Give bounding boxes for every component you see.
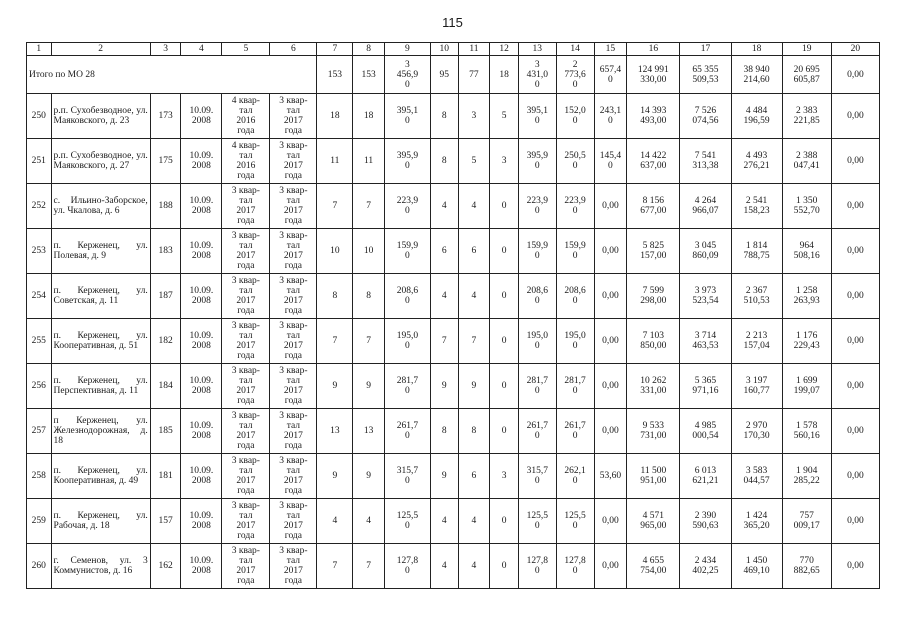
table-cell: 9 bbox=[317, 364, 353, 409]
table-cell: 281,7 0 bbox=[518, 364, 556, 409]
table-cell: 395,1 0 bbox=[518, 94, 556, 139]
table-cell: 11 bbox=[317, 139, 353, 184]
table-cell: 7 bbox=[317, 184, 353, 229]
table-cell: 4 квар- тал 2016 года bbox=[222, 94, 270, 139]
table-cell: 145,4 0 bbox=[594, 139, 627, 184]
row-number-cell: 259 bbox=[27, 499, 52, 544]
address-cell: с. Ильино-Заборское, ул. Чкалова, д. 6 bbox=[51, 184, 150, 229]
table-cell: 4 bbox=[458, 274, 490, 319]
total-cell: 3 456,9 0 bbox=[384, 56, 430, 94]
table-row bbox=[27, 409, 880, 454]
table-cell: 3 квар- тал 2017 года bbox=[270, 544, 317, 589]
row-number-cell: 254 bbox=[27, 274, 52, 319]
table-cell: 5 365 971,16 bbox=[680, 364, 731, 409]
column-number-cell: 14 bbox=[556, 43, 594, 56]
table-cell: 1 350 552,70 bbox=[782, 184, 831, 229]
table-cell: 10.09. 2008 bbox=[181, 229, 222, 274]
total-cell: 153 bbox=[353, 56, 385, 94]
table-cell: 250,5 0 bbox=[556, 139, 594, 184]
table-cell: 223,9 0 bbox=[518, 184, 556, 229]
column-number-cell: 5 bbox=[222, 43, 270, 56]
table-cell: 5 825 157,00 bbox=[627, 229, 680, 274]
total-row bbox=[27, 56, 880, 94]
table-cell: 4 571 965,00 bbox=[627, 499, 680, 544]
table-cell: 4 bbox=[458, 544, 490, 589]
table-cell: 3 583 044,57 bbox=[731, 454, 782, 499]
table-cell: 208,6 0 bbox=[518, 274, 556, 319]
total-cell: 153 bbox=[317, 56, 353, 94]
table-cell: 9 bbox=[430, 364, 458, 409]
table-cell: 395,9 0 bbox=[384, 139, 430, 184]
table-cell: 4 985 000,54 bbox=[680, 409, 731, 454]
table-cell: 1 176 229,43 bbox=[782, 319, 831, 364]
address-cell: г. Семенов, ул. 3 Коммунистов, д. 16 bbox=[51, 544, 150, 589]
table-cell: 159,9 0 bbox=[518, 229, 556, 274]
table-cell: 8 156 677,00 bbox=[627, 184, 680, 229]
column-number-cell: 3 bbox=[150, 43, 181, 56]
table-cell: 10.09. 2008 bbox=[181, 454, 222, 499]
address-cell: п Керженец, ул. Железнодорожная, д. 18 bbox=[51, 409, 150, 454]
table-cell: 2 541 158,23 bbox=[731, 184, 782, 229]
table-row bbox=[27, 454, 880, 499]
table-cell: 9 533 731,00 bbox=[627, 409, 680, 454]
table-cell: 11 bbox=[353, 139, 385, 184]
table-cell: 1 699 199,07 bbox=[782, 364, 831, 409]
table-cell: 127,8 0 bbox=[518, 544, 556, 589]
table-cell: 4 264 966,07 bbox=[680, 184, 731, 229]
table-cell: 8 bbox=[458, 409, 490, 454]
table-cell: 125,5 0 bbox=[384, 499, 430, 544]
table-cell: 262,1 0 bbox=[556, 454, 594, 499]
table-cell: 2 367 510,53 bbox=[731, 274, 782, 319]
table-cell: 7 526 074,56 bbox=[680, 94, 731, 139]
table-cell: 3 квар- тал 2017 года bbox=[222, 499, 270, 544]
table-cell: 9 bbox=[430, 454, 458, 499]
table-cell: 3 bbox=[458, 94, 490, 139]
table-cell: 3 квар- тал 2017 года bbox=[222, 229, 270, 274]
table-cell: 125,5 0 bbox=[556, 499, 594, 544]
table-cell: 9 bbox=[353, 364, 385, 409]
table-cell: 0,00 bbox=[594, 499, 627, 544]
table-cell: 183 bbox=[150, 229, 181, 274]
table-cell: 0,00 bbox=[594, 319, 627, 364]
table-cell: 395,9 0 bbox=[518, 139, 556, 184]
column-number-cell: 13 bbox=[518, 43, 556, 56]
table-cell: 3 квар- тал 2017 года bbox=[270, 454, 317, 499]
table-cell: 10.09. 2008 bbox=[181, 364, 222, 409]
table-cell: 2 213 157,04 bbox=[731, 319, 782, 364]
table-cell: 185 bbox=[150, 409, 181, 454]
table-cell: 3 квар- тал 2017 года bbox=[222, 319, 270, 364]
table-cell: 173 bbox=[150, 94, 181, 139]
table-cell: 4 bbox=[458, 499, 490, 544]
table-cell: 223,9 0 bbox=[556, 184, 594, 229]
table-cell: 0,00 bbox=[831, 229, 879, 274]
address-cell: п. Керженец, ул. Перспективная, д. 11 bbox=[51, 364, 150, 409]
table-cell: 4 bbox=[430, 499, 458, 544]
table-cell: 0 bbox=[490, 544, 519, 589]
table-cell: 5 bbox=[490, 94, 519, 139]
table-cell: 8 bbox=[317, 274, 353, 319]
table-cell: 0 bbox=[490, 184, 519, 229]
row-number-cell: 253 bbox=[27, 229, 52, 274]
table-cell: 10.09. 2008 bbox=[181, 139, 222, 184]
table-row bbox=[27, 544, 880, 589]
table-cell: 53,60 bbox=[594, 454, 627, 499]
table-cell: 6 bbox=[458, 454, 490, 499]
column-number-cell: 4 bbox=[181, 43, 222, 56]
address-cell: п. Керженец, ул. Полевая, д. 9 bbox=[51, 229, 150, 274]
table-cell: 3 квар- тал 2017 года bbox=[270, 499, 317, 544]
total-label: Итого по МО 28 bbox=[27, 56, 317, 94]
table-cell: 1 424 365,20 bbox=[731, 499, 782, 544]
column-number-cell: 16 bbox=[627, 43, 680, 56]
table-cell: 181 bbox=[150, 454, 181, 499]
data-table bbox=[26, 42, 880, 589]
table-cell: 3 квар- тал 2017 года bbox=[270, 139, 317, 184]
row-number-cell: 250 bbox=[27, 94, 52, 139]
table-cell: 3 квар- тал 2017 года bbox=[222, 544, 270, 589]
table-cell: 223,9 0 bbox=[384, 184, 430, 229]
table-cell: 125,5 0 bbox=[518, 499, 556, 544]
table-cell: 7 599 298,00 bbox=[627, 274, 680, 319]
table-cell: 261,7 0 bbox=[518, 409, 556, 454]
total-cell: 18 bbox=[490, 56, 519, 94]
table-cell: 195,0 0 bbox=[518, 319, 556, 364]
table-row bbox=[27, 319, 880, 364]
address-cell: п. Керженец, ул. Кооперативная, д. 49 bbox=[51, 454, 150, 499]
total-cell: 657,4 0 bbox=[594, 56, 627, 94]
table-cell: 4 bbox=[353, 499, 385, 544]
column-number-cell: 17 bbox=[680, 43, 731, 56]
table-row bbox=[27, 139, 880, 184]
table-cell: 4 bbox=[317, 499, 353, 544]
table-cell: 13 bbox=[353, 409, 385, 454]
table-cell: 9 bbox=[353, 454, 385, 499]
table-cell: 2 970 170,30 bbox=[731, 409, 782, 454]
table-cell: 159,9 0 bbox=[384, 229, 430, 274]
table-cell: 770 882,65 bbox=[782, 544, 831, 589]
table-cell: 6 bbox=[458, 229, 490, 274]
total-cell: 95 bbox=[430, 56, 458, 94]
total-cell: 2 773,6 0 bbox=[556, 56, 594, 94]
table-cell: 0,00 bbox=[594, 184, 627, 229]
column-number-cell: 18 bbox=[731, 43, 782, 56]
address-cell: р.п. Сухобезводное, ул. Маяковского, д. 23 bbox=[51, 94, 150, 139]
table-cell: 13 bbox=[317, 409, 353, 454]
table-cell: 3 973 523,54 bbox=[680, 274, 731, 319]
page-number: 115 bbox=[442, 15, 463, 30]
table-cell: 10.09. 2008 bbox=[181, 499, 222, 544]
table-cell: 0,00 bbox=[831, 364, 879, 409]
table-cell: 11 500 951,00 bbox=[627, 454, 680, 499]
table-cell: 3 bbox=[490, 454, 519, 499]
table-cell: 3 квар- тал 2017 года bbox=[270, 229, 317, 274]
table-cell: 3 квар- тал 2017 года bbox=[270, 184, 317, 229]
row-number-cell: 260 bbox=[27, 544, 52, 589]
table-cell: 10.09. 2008 bbox=[181, 274, 222, 319]
table-cell: 1 450 469,10 bbox=[731, 544, 782, 589]
table-cell: 7 bbox=[353, 544, 385, 589]
table-cell: 7 bbox=[353, 184, 385, 229]
table-cell: 187 bbox=[150, 274, 181, 319]
table-cell: 315,7 0 bbox=[384, 454, 430, 499]
table-cell: 9 bbox=[317, 454, 353, 499]
total-cell: 0,00 bbox=[831, 56, 879, 94]
column-number-cell: 15 bbox=[594, 43, 627, 56]
table-cell: 7 bbox=[353, 319, 385, 364]
table-cell: 208,6 0 bbox=[556, 274, 594, 319]
table-cell: 3 квар- тал 2017 года bbox=[222, 364, 270, 409]
table-cell: 0,00 bbox=[831, 319, 879, 364]
table-cell: 3 квар- тал 2017 года bbox=[270, 274, 317, 319]
table-cell: 0,00 bbox=[831, 544, 879, 589]
table-cell: 4 655 754,00 bbox=[627, 544, 680, 589]
table-cell: 0 bbox=[490, 499, 519, 544]
table-cell: 1 904 285,22 bbox=[782, 454, 831, 499]
table-cell: 159,9 0 bbox=[556, 229, 594, 274]
total-cell: 38 940 214,60 bbox=[731, 56, 782, 94]
table-cell: 243,1 0 bbox=[594, 94, 627, 139]
table-cell: 157 bbox=[150, 499, 181, 544]
table-cell: 281,7 0 bbox=[556, 364, 594, 409]
column-number-cell: 1 bbox=[27, 43, 52, 56]
table-cell: 10 bbox=[317, 229, 353, 274]
table-cell: 18 bbox=[353, 94, 385, 139]
table-cell: 4 квар- тал 2016 года bbox=[222, 139, 270, 184]
column-number-cell: 10 bbox=[430, 43, 458, 56]
table-cell: 10.09. 2008 bbox=[181, 94, 222, 139]
table-cell: 1 578 560,16 bbox=[782, 409, 831, 454]
row-number-cell: 256 bbox=[27, 364, 52, 409]
table-cell: 184 bbox=[150, 364, 181, 409]
address-cell: р.п. Сухобезводное, ул. Маяковского, д. 27 bbox=[51, 139, 150, 184]
table-row bbox=[27, 184, 880, 229]
table-cell: 2 383 221,85 bbox=[782, 94, 831, 139]
table-cell: 14 422 637,00 bbox=[627, 139, 680, 184]
column-number-cell: 2 bbox=[51, 43, 150, 56]
row-number-cell: 251 bbox=[27, 139, 52, 184]
total-cell: 20 695 605,87 bbox=[782, 56, 831, 94]
table-cell: 162 bbox=[150, 544, 181, 589]
table-cell: 182 bbox=[150, 319, 181, 364]
table-cell: 0,00 bbox=[831, 499, 879, 544]
total-cell: 77 bbox=[458, 56, 490, 94]
table-cell: 395,1 0 bbox=[384, 94, 430, 139]
column-number-cell: 11 bbox=[458, 43, 490, 56]
table-row bbox=[27, 274, 880, 319]
table-cell: 10.09. 2008 bbox=[181, 409, 222, 454]
column-number-cell: 9 bbox=[384, 43, 430, 56]
table-body bbox=[27, 43, 880, 589]
address-cell: п. Керженец, ул. Кооперативная, д. 51 bbox=[51, 319, 150, 364]
column-number-cell: 7 bbox=[317, 43, 353, 56]
table-cell: 18 bbox=[317, 94, 353, 139]
table-cell: 7 bbox=[458, 319, 490, 364]
row-number-cell: 255 bbox=[27, 319, 52, 364]
table-cell: 7 bbox=[317, 319, 353, 364]
table-cell: 8 bbox=[430, 409, 458, 454]
column-number-cell: 12 bbox=[490, 43, 519, 56]
table-cell: 7 bbox=[430, 319, 458, 364]
total-cell: 3 431,0 0 bbox=[518, 56, 556, 94]
table-cell: 4 bbox=[430, 544, 458, 589]
row-number-cell: 252 bbox=[27, 184, 52, 229]
table-cell: 964 508,16 bbox=[782, 229, 831, 274]
column-number-row bbox=[27, 43, 880, 56]
table-cell: 3 квар- тал 2017 года bbox=[222, 184, 270, 229]
table-cell: 7 bbox=[317, 544, 353, 589]
table-cell: 3 квар- тал 2017 года bbox=[222, 454, 270, 499]
table-cell: 0 bbox=[490, 364, 519, 409]
table-cell: 127,8 0 bbox=[556, 544, 594, 589]
table-cell: 3 квар- тал 2017 года bbox=[222, 274, 270, 319]
table-cell: 3 квар- тал 2017 года bbox=[270, 364, 317, 409]
table-cell: 152,0 0 bbox=[556, 94, 594, 139]
table-cell: 188 bbox=[150, 184, 181, 229]
table-cell: 4 bbox=[430, 274, 458, 319]
table-cell: 6 013 621,21 bbox=[680, 454, 731, 499]
table-cell: 10 262 331,00 bbox=[627, 364, 680, 409]
table-cell: 0 bbox=[490, 319, 519, 364]
table-cell: 1 258 263,93 bbox=[782, 274, 831, 319]
table-cell: 3 bbox=[490, 139, 519, 184]
table-cell: 4 bbox=[430, 184, 458, 229]
table-cell: 0 bbox=[490, 229, 519, 274]
table-cell: 261,7 0 bbox=[556, 409, 594, 454]
table-cell: 3 квар- тал 2017 года bbox=[270, 319, 317, 364]
table-cell: 7 103 850,00 bbox=[627, 319, 680, 364]
table-cell: 0 bbox=[490, 409, 519, 454]
table-cell: 6 bbox=[430, 229, 458, 274]
table-cell: 3 714 463,53 bbox=[680, 319, 731, 364]
table-cell: 10 bbox=[353, 229, 385, 274]
table-cell: 9 bbox=[458, 364, 490, 409]
table-row bbox=[27, 499, 880, 544]
table-cell: 0,00 bbox=[831, 94, 879, 139]
table-cell: 2 434 402,25 bbox=[680, 544, 731, 589]
total-cell: 65 355 509,53 bbox=[680, 56, 731, 94]
table-cell: 0,00 bbox=[594, 229, 627, 274]
column-number-cell: 6 bbox=[270, 43, 317, 56]
table-cell: 10.09. 2008 bbox=[181, 319, 222, 364]
table-cell: 3 045 860,09 bbox=[680, 229, 731, 274]
table-cell: 4 493 276,21 bbox=[731, 139, 782, 184]
column-number-cell: 8 bbox=[353, 43, 385, 56]
table-cell: 3 197 160,77 bbox=[731, 364, 782, 409]
table-cell: 3 квар- тал 2017 года bbox=[222, 409, 270, 454]
table-cell: 175 bbox=[150, 139, 181, 184]
total-cell: 124 991 330,00 bbox=[627, 56, 680, 94]
table-cell: 3 квар- тал 2017 года bbox=[270, 409, 317, 454]
table-row bbox=[27, 94, 880, 139]
table-cell: 2 390 590,63 bbox=[680, 499, 731, 544]
table-cell: 14 393 493,00 bbox=[627, 94, 680, 139]
table-cell: 127,8 0 bbox=[384, 544, 430, 589]
table-cell: 3 квар- тал 2017 года bbox=[270, 94, 317, 139]
table-cell: 7 541 313,38 bbox=[680, 139, 731, 184]
row-number-cell: 257 bbox=[27, 409, 52, 454]
table-cell: 10.09. 2008 bbox=[181, 184, 222, 229]
table-cell: 0,00 bbox=[831, 139, 879, 184]
table-cell: 4 bbox=[458, 184, 490, 229]
table-cell: 5 bbox=[458, 139, 490, 184]
column-number-cell: 20 bbox=[831, 43, 879, 56]
table-cell: 0,00 bbox=[831, 274, 879, 319]
table-row bbox=[27, 364, 880, 409]
address-cell: п. Керженец, ул. Советская, д. 11 bbox=[51, 274, 150, 319]
row-number-cell: 258 bbox=[27, 454, 52, 499]
table-cell: 315,7 0 bbox=[518, 454, 556, 499]
table-cell: 281,7 0 bbox=[384, 364, 430, 409]
address-cell: п. Керженец, ул. Рабочая, д. 18 bbox=[51, 499, 150, 544]
table-cell: 757 009,17 bbox=[782, 499, 831, 544]
table-cell: 0,00 bbox=[594, 274, 627, 319]
table-cell: 0,00 bbox=[831, 184, 879, 229]
table-cell: 4 484 196,59 bbox=[731, 94, 782, 139]
table-cell: 195,0 0 bbox=[384, 319, 430, 364]
table-cell: 195,0 0 bbox=[556, 319, 594, 364]
table-cell: 0,00 bbox=[594, 409, 627, 454]
table-cell: 0,00 bbox=[594, 364, 627, 409]
table-cell: 1 814 788,75 bbox=[731, 229, 782, 274]
table-cell: 8 bbox=[353, 274, 385, 319]
table-row bbox=[27, 229, 880, 274]
table-cell: 208,6 0 bbox=[384, 274, 430, 319]
table-cell: 2 388 047,41 bbox=[782, 139, 831, 184]
table-cell: 0 bbox=[490, 274, 519, 319]
table-cell: 10.09. 2008 bbox=[181, 544, 222, 589]
table-cell: 8 bbox=[430, 139, 458, 184]
table-cell: 261,7 0 bbox=[384, 409, 430, 454]
table-cell: 0,00 bbox=[594, 544, 627, 589]
column-number-cell: 19 bbox=[782, 43, 831, 56]
table-cell: 0,00 bbox=[831, 409, 879, 454]
table-cell: 8 bbox=[430, 94, 458, 139]
table-cell: 0,00 bbox=[831, 454, 879, 499]
